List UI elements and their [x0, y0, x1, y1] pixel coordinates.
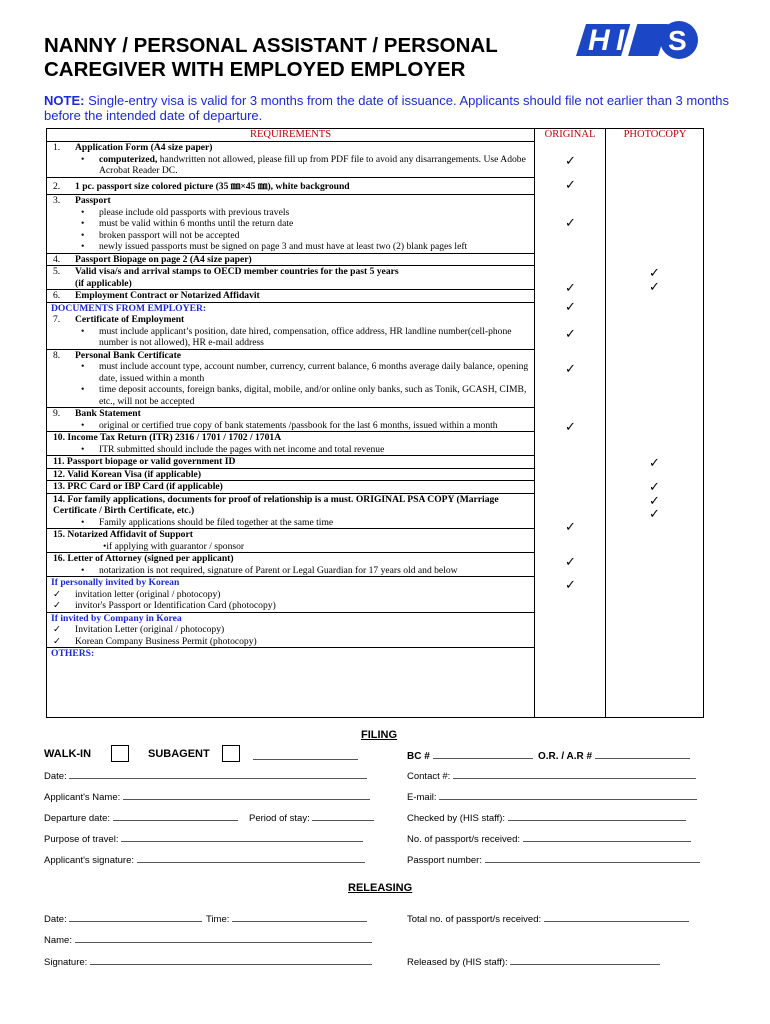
releasing-signature-field[interactable]: Signature:: [44, 955, 372, 968]
check-icon: ✓: [565, 420, 576, 435]
note: NOTE: Single-entry visa is valid for 3 months from the date of issuance. Applicants should file not earlier than 3 months before the intended date of departure.: [44, 93, 730, 123]
req-4: 4. Passport Biopage on page 2 (A4 size paper): [47, 253, 534, 266]
req-7: 7. Certificate of Employment • must include applicant’s position, date hired, compensation, office address, HR landline number(cell-phone number is not allowed), HR e-mail address: [47, 314, 534, 349]
total-passports-field[interactable]: Total no. of passport/s received:: [407, 912, 689, 925]
invited-company-item-1: ✓ Invitation Letter (original / photocopy): [53, 624, 225, 635]
req-9: 9. Bank Statement • original or certified true copy of bank statements /passbook for the last 6 months, issued within a month: [47, 407, 534, 431]
req-6: 6. Employment Contract or Notarized Affidavit: [47, 289, 534, 302]
check-icon: ✓: [565, 520, 576, 535]
bc-field[interactable]: BC #: [407, 749, 533, 762]
col-requirements: REQUIREMENTS: [249, 129, 332, 140]
check-icon: ✓: [649, 480, 660, 495]
req-2: 2. 1 pc. passport size colored picture (35 ㎜×45 ㎜), white background: [47, 177, 534, 195]
check-icon: ✓: [565, 555, 576, 570]
check-icon: ✓: [565, 327, 576, 342]
others-heading: OTHERS:: [47, 647, 534, 660]
filing-date-field[interactable]: Date:: [44, 769, 367, 782]
req-15: 15. Notarized Affidavit of Support •if applying with guarantor / sponsor: [47, 528, 534, 552]
requirements-table: [46, 128, 704, 718]
req-3: 3. Passport • please include old passports with previous travels • must be valid within 6 months until the return date • broken passport will not be accepted • newly issued passports must be signed on page 3 and must have at least two (2) blank pages left: [47, 194, 534, 253]
departure-date-field[interactable]: Departure date:: [44, 811, 238, 824]
walk-in-label: WALK-IN: [44, 748, 92, 760]
check-icon: ✓: [565, 300, 576, 315]
purpose-field[interactable]: Purpose of travel:: [44, 832, 363, 845]
check-icon: ✓: [565, 281, 576, 296]
check-icon: ✓: [565, 216, 576, 231]
subagent-name-field[interactable]: [253, 750, 358, 763]
or-ar-field[interactable]: O.R. / A.R #: [538, 749, 690, 762]
req-8: 8. Personal Bank Certificate • must include account type, account number, currency, current balance, 6 months average daily balance, opening date, issued within a month • time deposit accounts, foreign banks, digital, mobile, and/or online only banks, such as Tonik, GCASH, CIMB, etc., will not be accepted: [47, 349, 534, 408]
passports-received-field[interactable]: No. of passport/s received:: [407, 832, 691, 845]
svg-text:H: H: [588, 24, 610, 57]
contact-field[interactable]: Contact #:: [407, 769, 696, 782]
his-logo: [572, 18, 702, 62]
releasing-name-field[interactable]: Name:: [44, 933, 372, 946]
req-14: 14. For family applications, documents for proof of relationship is a must. ORIGINAL PSA COPY (Marriage Certificate / Birth Certificate, etc.) • Family applications should be filed together at the same time: [47, 493, 534, 529]
subagent-label: SUBAGENT: [148, 748, 210, 760]
check-icon: ✓: [649, 494, 660, 509]
col-photocopy: PHOTOCOPY: [623, 129, 687, 140]
passport-number-field[interactable]: Passport number:: [407, 853, 700, 866]
invited-korean-item-1: ✓ invitation letter (original / photocopy): [53, 588, 221, 600]
req-11: 11. Passport biopage or valid government ID: [47, 455, 534, 468]
email-field[interactable]: E-mail:: [407, 790, 697, 803]
filing-title: FILING: [361, 729, 398, 741]
req-10: 10. Income Tax Return (ITR) 2316 / 1701 / 1702 / 1701A • ITR submitted should include the pages with net income and total revenue: [47, 431, 534, 455]
req-16: 16. Letter of Attorney (signed per applicant) • notarization is not required, signature of Parent or Legal Guardian for 17 years old and below: [47, 552, 534, 576]
employer-docs-heading: DOCUMENTS FROM EMPLOYER:: [47, 302, 534, 315]
invited-by-company-heading: If invited by Company in Korea: [47, 612, 534, 625]
check-icon: ✓: [649, 280, 660, 295]
check-icon: ✓: [565, 178, 576, 193]
check-icon: ✓: [649, 507, 660, 522]
svg-text:S: S: [668, 25, 687, 56]
invited-by-korean-heading: If personally invited by Korean: [47, 576, 534, 589]
subagent-checkbox[interactable]: [222, 745, 240, 762]
applicant-signature-field[interactable]: Applicant's signature:: [44, 853, 365, 866]
releasing-date-field[interactable]: Date:: [44, 912, 202, 925]
released-by-field[interactable]: Released by (HIS staff):: [407, 955, 660, 968]
invited-korean-item-2: ✓ invitor's Passport or Identification Card (photocopy): [53, 600, 276, 611]
checked-by-field[interactable]: Checked by (HIS staff):: [407, 811, 686, 824]
applicant-name-field[interactable]: Applicant's Name:: [44, 790, 370, 803]
col-original: ORIGINAL: [544, 129, 596, 140]
check-icon: ✓: [565, 154, 576, 169]
check-icon: ✓: [565, 362, 576, 377]
invited-company-item-2: ✓ Korean Company Business Permit (photocopy): [53, 635, 257, 647]
req-13: 13. PRC Card or IBP Card (if applicable): [47, 480, 534, 493]
req-5: 5. Valid visa/s and arrival stamps to OECD member countries for the past 5 years (if applicable): [47, 265, 534, 289]
req-1: 1. Application Form (A4 size paper) • computerized, handwritten not allowed, please fill up from PDF file to avoid any disarrangements. Use Adobe Acrobat Reader DC.: [47, 142, 534, 177]
check-icon: ✓: [649, 456, 660, 471]
req-12: 12. Valid Korean Visa (if applicable): [47, 468, 534, 481]
walk-in-checkbox[interactable]: [111, 745, 129, 762]
releasing-time-field[interactable]: Time:: [206, 912, 367, 925]
releasing-title: RELEASING: [348, 882, 413, 894]
check-icon: ✓: [649, 266, 660, 281]
page-title: NANNY / PERSONAL ASSISTANT / PERSONAL CAREGIVER WITH EMPLOYED EMPLOYER: [44, 34, 498, 81]
check-icon: ✓: [565, 578, 576, 593]
period-of-stay-field[interactable]: Period of stay:: [249, 811, 374, 824]
svg-text:I: I: [616, 24, 625, 57]
